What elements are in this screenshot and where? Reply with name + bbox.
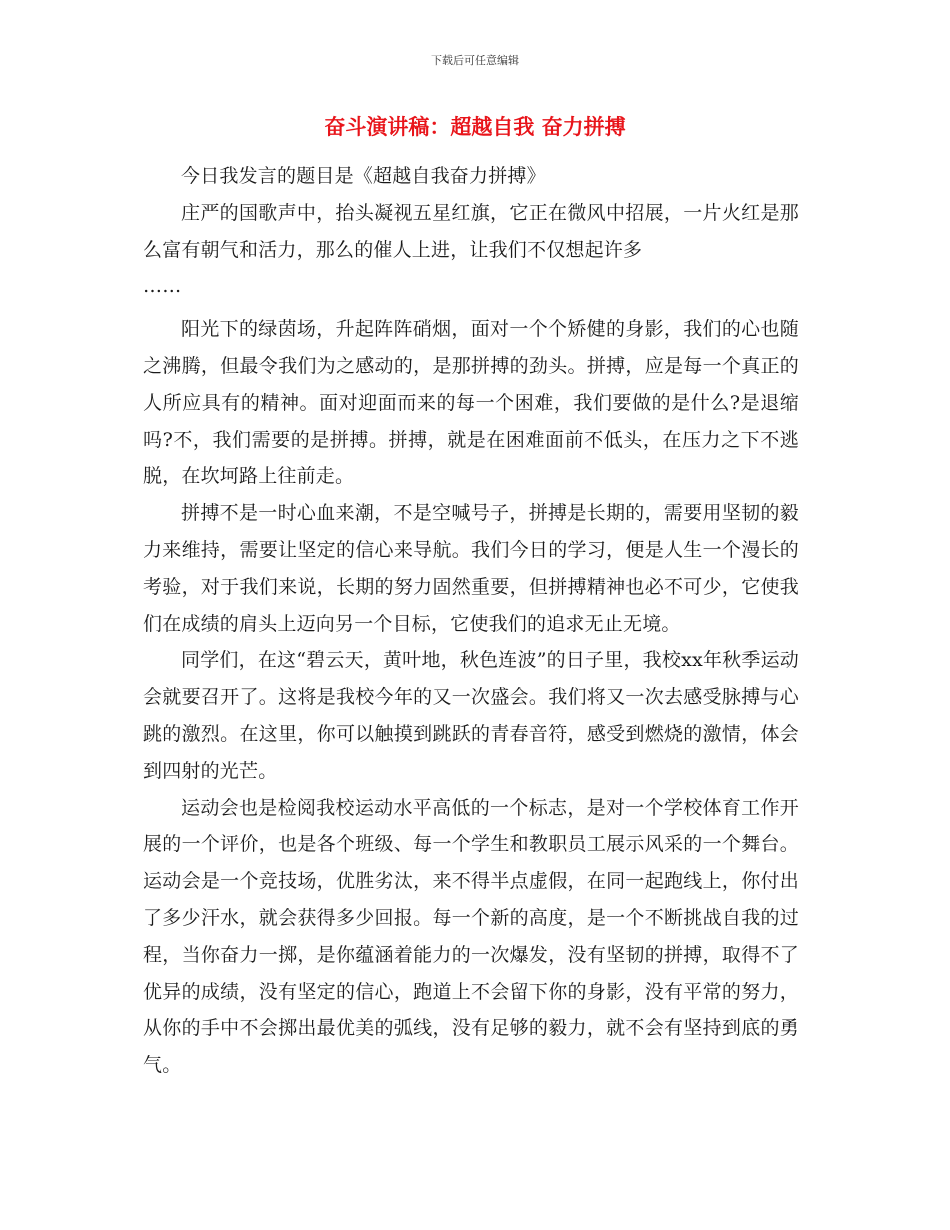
- paragraph-sports-meet: 同学们，在这“碧云天，黄叶地，秋色连波”的日子里，我校xx年秋季运动会就要召开了。这将是我校今年的又一次盛会。我们将又一次去感受脉搏与心跳的激烈。在这里，你可以触摸到跳跃的青春音符，感受到燃烧的激情，体会到四射的光芒。: [143, 649, 799, 782]
- document-body: [143, 158, 799, 1084]
- paragraph-intro: 今日我发言的题目是《超越自我奋力拼搏》: [181, 165, 546, 187]
- paragraph-anthem: 庄严的国歌声中，抬头凝视五星红旗，它正在微风中招展，一片火红是那么富有朝气和活力，那么的催人上进，让我们不仅想起许多: [143, 201, 799, 261]
- paragraph-competition: 运动会也是检阅我校运动水平高低的一个标志，是对一个学校体育工作开展的一个评价，也是各个班级、每一个学生和教职员工展示风采的一个舞台。运动会是一个竞技场，优胜劣汰，来不得半点虚假，在同一起跑线上，你付出了多少汗水，就会获得多少回报。每一个新的高度，是一个不断挑战自我的过程，当你奋力一掷，是你蕴涵着能力的一次爆发，没有坚韧的拼搏，取得不了优异的成绩，没有坚定的信心，跑道上不会留下你的身影，没有平常的努力，从你的手中不会掷出最优美的弧线，没有足够的毅力，就不会有坚持到底的勇气。: [143, 796, 799, 1077]
- document-title: 奋斗演讲稿：超越自我 奋力拼搏: [324, 115, 626, 139]
- page-header-note: 下载后可任意编辑: [431, 54, 519, 67]
- paragraph-ellipsis: ……: [143, 275, 182, 298]
- paragraph-perseverance: 拼搏不是一时心血来潮，不是空喊号子，拼搏是长期的，需要用坚韧的毅力来维持，需要让坚定的信心来导航。我们今日的学习，便是人生一个漫长的考验，对于我们来说，长期的努力固然重要，但拼搏精神也必不可少，它使我们在成绩的肩头上迈向另一个目标，它使我们的追求无止无境。: [143, 502, 799, 635]
- paragraph-field: 阳光下的绿茵场，升起阵阵硝烟，面对一个个矫健的身影，我们的心也随之沸腾，但最令我们为之感动的，是那拼搏的劲头。拼搏，应是每一个真正的人所应具有的精神。面对迎面而来的每一个困难，我们要做的是什么?是退缩吗?不，我们需要的是拼搏。拼搏，就是在困难面前不低头，在压力之下不逃脱，在坎坷路上往前走。: [143, 318, 799, 488]
